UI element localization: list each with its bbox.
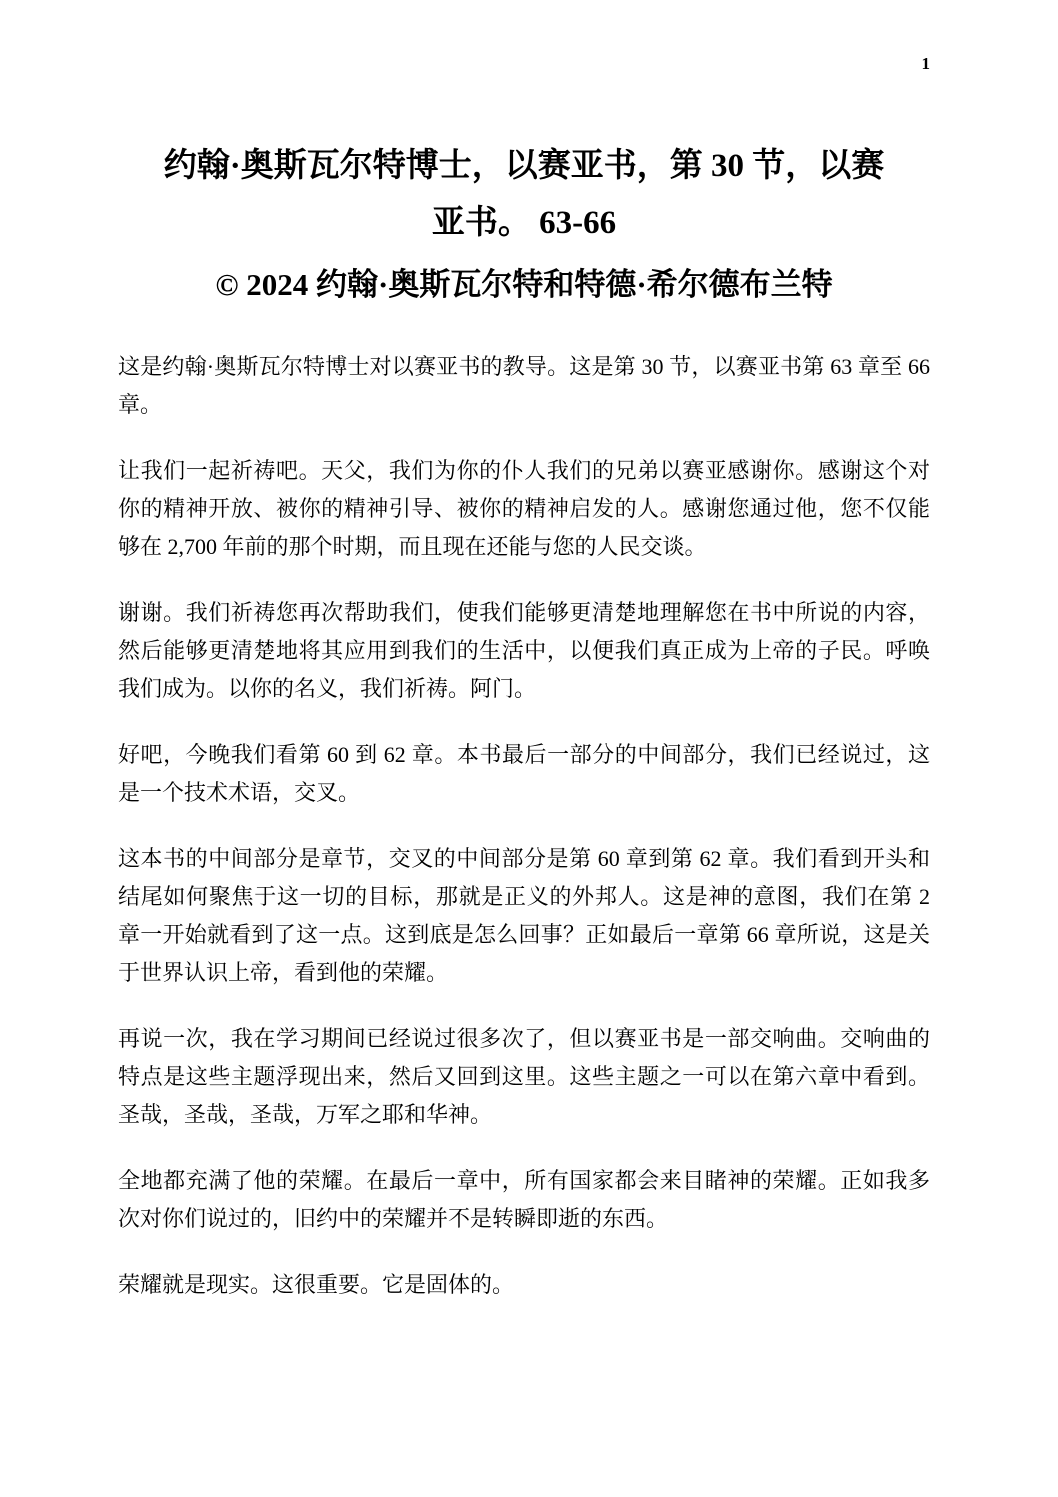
title-line-1: 约翰·奥斯瓦尔特博士，以赛亚书，第 30 节，以赛 — [163, 148, 885, 184]
paragraph-glory: 全地都充满了他的荣耀。在最后一章中，所有国家都会来目睹神的荣耀。正如我多次对你们说过的，旧约中的荣耀并不是转瞬即逝的东西。 — [118, 1168, 930, 1231]
paragraph-prayer-1: 让我们一起祈祷吧。天父，我们为你的仆人我们的兄弟以赛亚感谢你。感谢这个对你的精神开放、被你的精神引导、被你的精神启发的人。感谢您通过他，您不仅能够在 2,700 年前的那个时期，而且现在还能与您的人民交谈。 — [118, 458, 930, 559]
copyright-line: © 2024 约翰·奥斯瓦尔特和特德·希尔德布兰特 — [215, 267, 833, 302]
document-title — [118, 138, 930, 252]
paragraph-prayer-2: 谢谢。我们祈祷您再次帮助我们，使我们能够更清楚地理解您在书中所说的内容，然后能够更清楚地将其应用到我们的生活中，以便我们真正成为上帝的子民。呼唤我们成为。以你的名义，我们祈祷。阿门。 — [118, 600, 930, 701]
page-number: 1 — [921, 54, 930, 73]
paragraph-glory-reality: 荣耀就是现实。这很重要。它是固体的。 — [118, 1272, 515, 1297]
paragraph-symphony: 再说一次，我在学习期间已经说过很多次了，但以赛亚书是一部交响曲。交响曲的特点是这些主题浮现出来，然后又回到这里。这些主题之一可以在第六章中看到。圣哉，圣哉，圣哉，万军之耶和华神。 — [118, 1026, 930, 1127]
title-line-2: 亚书。 63-66 — [431, 205, 617, 241]
paragraph-chiasm: 这本书的中间部分是章节，交叉的中间部分是第 60 章到第 62 章。我们看到开头和结尾如何聚焦于这一切的目标，那就是正义的外邦人。这是神的意图，我们在第 2 章一开始就看到了这一点。这到底是怎么回事？正如最后一章第 66 章所说，这是关于世界认识上帝，看到他的荣耀。 — [118, 846, 930, 985]
paragraph-chapters-60-62: 好吧，今晚我们看第 60 到 62 章。本书最后一部分的中间部分，我们已经说过，这是一个技术术语，交叉。 — [118, 742, 930, 805]
paragraph-intro: 这是约翰·奥斯瓦尔特博士对以赛亚书的教导。这是第 30 节，以赛亚书第 63 章至 66 章。 — [118, 354, 930, 417]
document-body — [118, 348, 930, 1304]
